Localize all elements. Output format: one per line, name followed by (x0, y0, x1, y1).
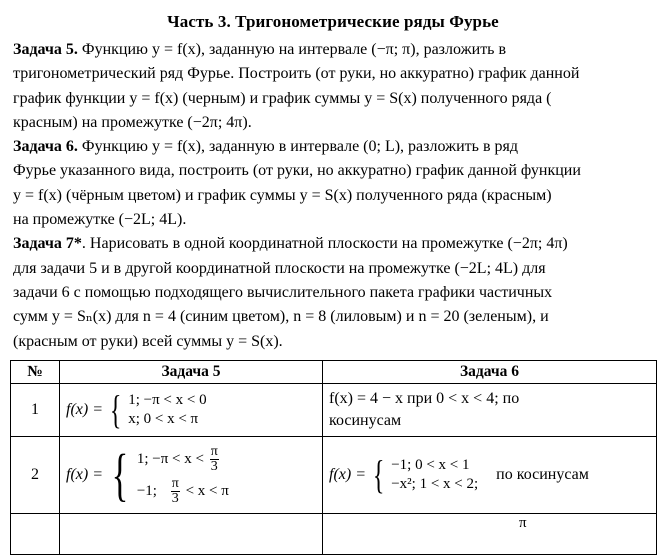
brace-icon: { (111, 442, 129, 507)
row-number (11, 514, 60, 555)
task-6-text: f(x) = 4 − x при 0 < x < 4; по (329, 390, 520, 407)
task-6-label: Задача 6. (13, 138, 78, 156)
function-cases (128, 391, 206, 429)
text-line: красным) на промежутке (−2π; 4π). (13, 113, 252, 131)
task-7-label: Задача 7* (13, 235, 82, 253)
function-cases (391, 456, 478, 494)
row-number: 1 (11, 384, 60, 437)
text-line: Фурье указанного вида, построить (от руки, но аккуратно) график данной функции (13, 162, 581, 180)
task-6-suffix: по косинусам (496, 466, 589, 483)
brace-icon: { (109, 387, 122, 432)
tasks-table (10, 360, 657, 555)
fraction-numerator: π (171, 476, 179, 492)
task-6-cell (323, 384, 657, 437)
text-line: для задачи 5 и в другой координатной плоскости на промежутке (−2L; 4L) для (13, 259, 546, 277)
task-5-cell (60, 514, 323, 555)
table-header-row (11, 361, 657, 384)
fraction-denominator: 3 (210, 459, 218, 475)
text-line: задачи 6 с помощью подходящего вычислительного пакета графики частичных (13, 283, 553, 301)
table-row (11, 384, 657, 437)
header-task-6: Задача 6 (323, 361, 657, 384)
function-lhs: f(x) = (329, 466, 366, 483)
header-number: № (11, 361, 60, 384)
text-line: график функции y = f(x) (черным) и график суммы y = S(x) полученного ряда ( (13, 89, 552, 107)
text-line (13, 135, 658, 159)
task-5-cell (60, 437, 323, 514)
piecewise-function (329, 452, 589, 497)
function-lhs: f(x) = (66, 466, 103, 483)
fraction-denominator: 3 (171, 491, 179, 507)
piecewise-function (66, 387, 207, 432)
case-line: 1; −π < x < 0 (128, 392, 207, 408)
fraction-numerator: π (210, 444, 218, 460)
text-line: тригонометрический ряд Фурье. Построить (от руки, но аккуратно) график данной (13, 65, 580, 83)
brace-icon: { (372, 452, 385, 497)
text-line: сумм y = Sₙ(x) для n = 4 (синим цветом), n = 8 (лиловым) и n = 20 (зеленым), и (13, 308, 549, 326)
case-text: 1; −π < x < (136, 451, 204, 467)
task-5-cell (60, 384, 323, 437)
case-line (137, 475, 229, 507)
table-row (11, 514, 657, 555)
task-6-text: косинусам (329, 412, 402, 429)
text-span: . Нарисовать в одной координатной плоскости на промежутке (−2π; 4π) (81, 235, 568, 253)
text-line: (красным от руки) всей суммы y = S(x). (13, 332, 283, 350)
function-cases (137, 443, 229, 507)
text-line: y = f(x) (чёрным цветом) и график суммы y = S(x) полученного ряда (красным) (13, 186, 552, 204)
case-line: −x²; 1 < x < 2; (391, 476, 479, 492)
task-description (13, 38, 658, 354)
function-lhs: f(x) = (66, 401, 103, 418)
task-6-cell (323, 514, 657, 555)
table-row (11, 437, 657, 514)
fraction (210, 445, 219, 474)
case-text: −1; (136, 483, 157, 499)
case-line: x; 0 < x < π (128, 411, 199, 427)
text-line (13, 38, 658, 62)
text-line (13, 232, 658, 256)
case-line: −1; 0 < x < 1 (391, 457, 470, 473)
page-title: Часть 3. Тригонометрические ряды Фурье (167, 12, 499, 31)
case-text: < x < π (185, 483, 229, 499)
partial-formula: π (519, 515, 527, 531)
text-span: Функцию y = f(x), заданную на интервале (−π; π), разложить в (77, 41, 507, 58)
piecewise-function (66, 443, 229, 507)
row-number: 2 (11, 437, 60, 514)
case-line (137, 443, 229, 475)
header-task-5: Задача 5 (60, 361, 323, 384)
fraction (171, 477, 180, 506)
text-span: Функцию y = f(x), заданную в интервале (0; L), разложить в ряд (77, 138, 519, 156)
text-line: на промежутке (−2L; 4L). (13, 211, 187, 229)
task-5-label: Задача 5. (13, 41, 78, 58)
task-6-cell (323, 437, 657, 514)
